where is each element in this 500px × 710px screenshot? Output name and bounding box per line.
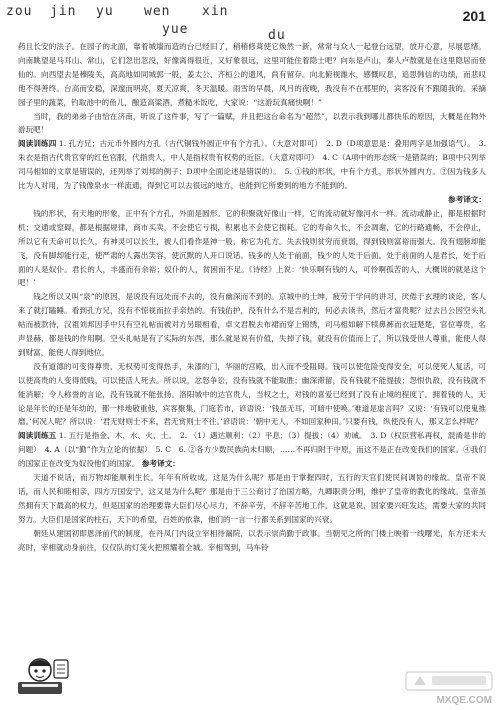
pinyin-syllable: xin: [202, 4, 229, 19]
paragraph: 天道不说话，而万物却能顺利生长。年年有所收成，这是为什么呢？那是由于掌握四时，五行的天官们使民间调协的缘故。皇帝不说话，而人民和睦相亲，四方万国安宁，这又是为什么呢？那是由于三公商讨了治国方略，九卿职责分明，维护了皇帝的教化的缘故。皇帝虽然拥有天下最高的权力，但是国家的治理要靠大臣们尽心尽力，不辞辛劳，不辞辛苦地工作，这就是说，国家要兴旺发达，需要大家的共同努力。大臣们是国家的柱石，天下的希望，百姓的依靠，他们的一言一行都关系到国家的兴衰。: [18, 473, 486, 524]
pinyin-header: [6, 2, 326, 42]
answer-text: 1. 孔方兄；古元币外圆内方孔（古代铜钱外圆正中有个方孔）。（大意对即可） 2. D（D项意思是：叠用两字是加强语气）。 3. 朱衣是指古代贵官穿的红色官服，代指贵人，中人是指权贵有权势的近臣。（大意对即可） 4. C（A项中的形态统一是错误的；B项中只列举司马相如的文章是错误的，还列举了刘邦的例子；D项中全面论述是错误的）。 5. ①钱的形状，中有个方孔，形状外圆内方。②因为钱多人比为人对用，为了钱像泉水一样流通，得到它可以去很远的地方，也能到它所要到的地方不能到的。: [18, 139, 487, 191]
paragraph: 钱之所以又叫“泉”的原因，是说没有远处而不去的，没有幽深而不到的。京城中的士绅，疲劳于学问的讲习，厌倦于玄理的谈论，客人来了就打瞌睡。看到孔方兄，没有不惊视而拉手亲热的。有钱佑护，没有什么不是吉利的，何必去读书，然后才富贵呢？过去吕公因空头礼帖而被款待，汉祖刘邦因手中只有空礼帖而被对方另眼相看，卓文君脱去布裙而穿上锦绣，司马相如解下犊鼻裤而衣冠楚楚，官位尊贵，名声显赫，都是钱的作用啊。空头礼帖是有了实际的东西，那么就是说有价值，失掉了钱，就没有价值而上了，所以钱受世人尊重，能使人得到财富，能使人得到地位。: [18, 292, 486, 357]
watermark-text: MXQE.COM: [436, 695, 492, 706]
page-number: 201: [462, 8, 486, 24]
paragraph: 药且长安的法子。在园子的北面，靠着城墙而造的台已经旧了，稍稍修葺使它焕然一新，常常与众人一起登台远望，放开心意，尽展思绪。向南眺望是马耳山、常山，它们忽出忽没，好像离得很近，又好象很远，这里可能住着隐士吧？向东是卢山，秦人卢敖就是在这里隐居而登仙的。向西望去是穆陵关，高高地如同城郭一般，姜太公、齐桓公的遗风，尚有留存。向北俯视潍水，感慨叹息，追思韩信的功绩，而悲叹他不得善终。台高而安稳，深邃而明亮，夏天凉爽，冬天温暖。雨雪的早晨，风月的夜晚，我没有不在那里的，宾客没有不跟随我的。采摘园子里的蔬菜，钓取池中的鱼儿，酿造高粱酒，煮糙米饭吃，大家说：“这游玩真痛快啊！”: [18, 42, 486, 107]
document-body: [18, 40, 486, 710]
paragraph: 朝廷从建国初即恩泽前代的制度，在丹凤门内设立宰相待漏院，以表示崇尚勤于政事。当朝见之所的门楼上映着一线曙光，东方还未大亮时，宰相就动身前往，仅仅队的灯笼火把照耀着全城。宰相驾到，马车铃: [18, 528, 486, 552]
paragraph: 钱的形状，有天地的形象，正中有个方孔，外面是圆形。它的积聚就好像山一样，它的流动就好像河水一样。流动或静止，都是根据时机；交通或窒碍，都是根据规律，商市买卖，不会使它亏损，积累也不会使它损耗。它的寿命久长，不会凋谢，它的行路通畅，不会停止，所以它有天命可以长久，有神灵可以长生，被人们看作是神一般，称它为孔方。失去钱则贫穷而衰弱，得到钱则富裕而强大。没有翅膀却能飞，没有脚却能行走，使严肃的人露出笑容，使沉默的人开口说话。钱多的人处于前面，钱少的人处于后面。处于前面的人是君长，处于后面的人是奴仆。君长的人，丰盛而有余裕；奴仆的人，贫困而不足。《诗经》上说：‘快乐啊有钱的人，可怜啊孤苦的人，大概说的就是这个吧！’: [18, 208, 486, 288]
paragraph: 当时，我的弟弟子由恰在济南，听说了这件事，写了一篇赋，并且把这台命名为“超然”，以表示我到哪儿都快乐的原因，大概是在物外游玩吧！: [18, 111, 486, 135]
paragraph: 没有道德的可变得尊贵，无权势可变得热手，朱漆的门，华丽的宫殿，出入而不受阻碍。钱可以使危险变得安全，可以使死人复活，可以使高贵的人变得低贱，可以使活人死去。所以说，忿怒争讼，没有钱就不能取胜；幽深滞留，没有钱就不能提拔；怨恨仇敌，没有钱就不能消解；令人称誉的言论，没有钱就不能张扬。洛阳城中的达官贵人，当权之士，对钱的喜爱已经到了没有止境的程度了。拥着钱的人，无论是年长的还是年幼的，都一样地敬重他，宾客聚集，门庭若市，谚语说：‘钱虽无耳，可暗中使唤。’难道是虚言吗？又说：‘有钱可以使鬼推磨。’何况人呢？所以说：‘君无财则士不来，君无赏则士不往。’谚语说：‘朝中无人，不如回家种田。’只要有钱，纵使没有人，那又怎么样呢？: [18, 361, 486, 427]
answer-text: 1. 五行是指金、木、水、火、土。 2. （1）遇达顺利；（2）平息；（3）提拔；（4）劝诫。 3. D（权臣营私再权，混淆是非的问题） 4. A（以“勤”作为立论的依据） 5. C 6. ②各方少数民族尚未归顺，……不再归附于中原，而这不是正在改变我们的国家。④我们的国家正在改变为奴役他们的国家。: [18, 431, 487, 469]
pinyin-syllable: yue: [162, 22, 189, 37]
pinyin-syllable: wen: [144, 4, 171, 19]
pinyin-syllable: yu: [96, 4, 114, 19]
pinyin-syllable: du: [268, 28, 286, 43]
translation-note: 参考译文：: [448, 194, 486, 204]
section-title: 阅读训练四: [18, 139, 57, 149]
pinyin-syllable: zou: [6, 4, 33, 19]
translation-note: 参考译文：: [141, 459, 180, 469]
reading-mascot-icon: [14, 652, 74, 704]
answer-block: [18, 137, 486, 193]
section-title: 阅读训练五: [18, 431, 57, 441]
answer-block: [18, 429, 486, 471]
pinyin-syllable: jin: [50, 4, 77, 19]
